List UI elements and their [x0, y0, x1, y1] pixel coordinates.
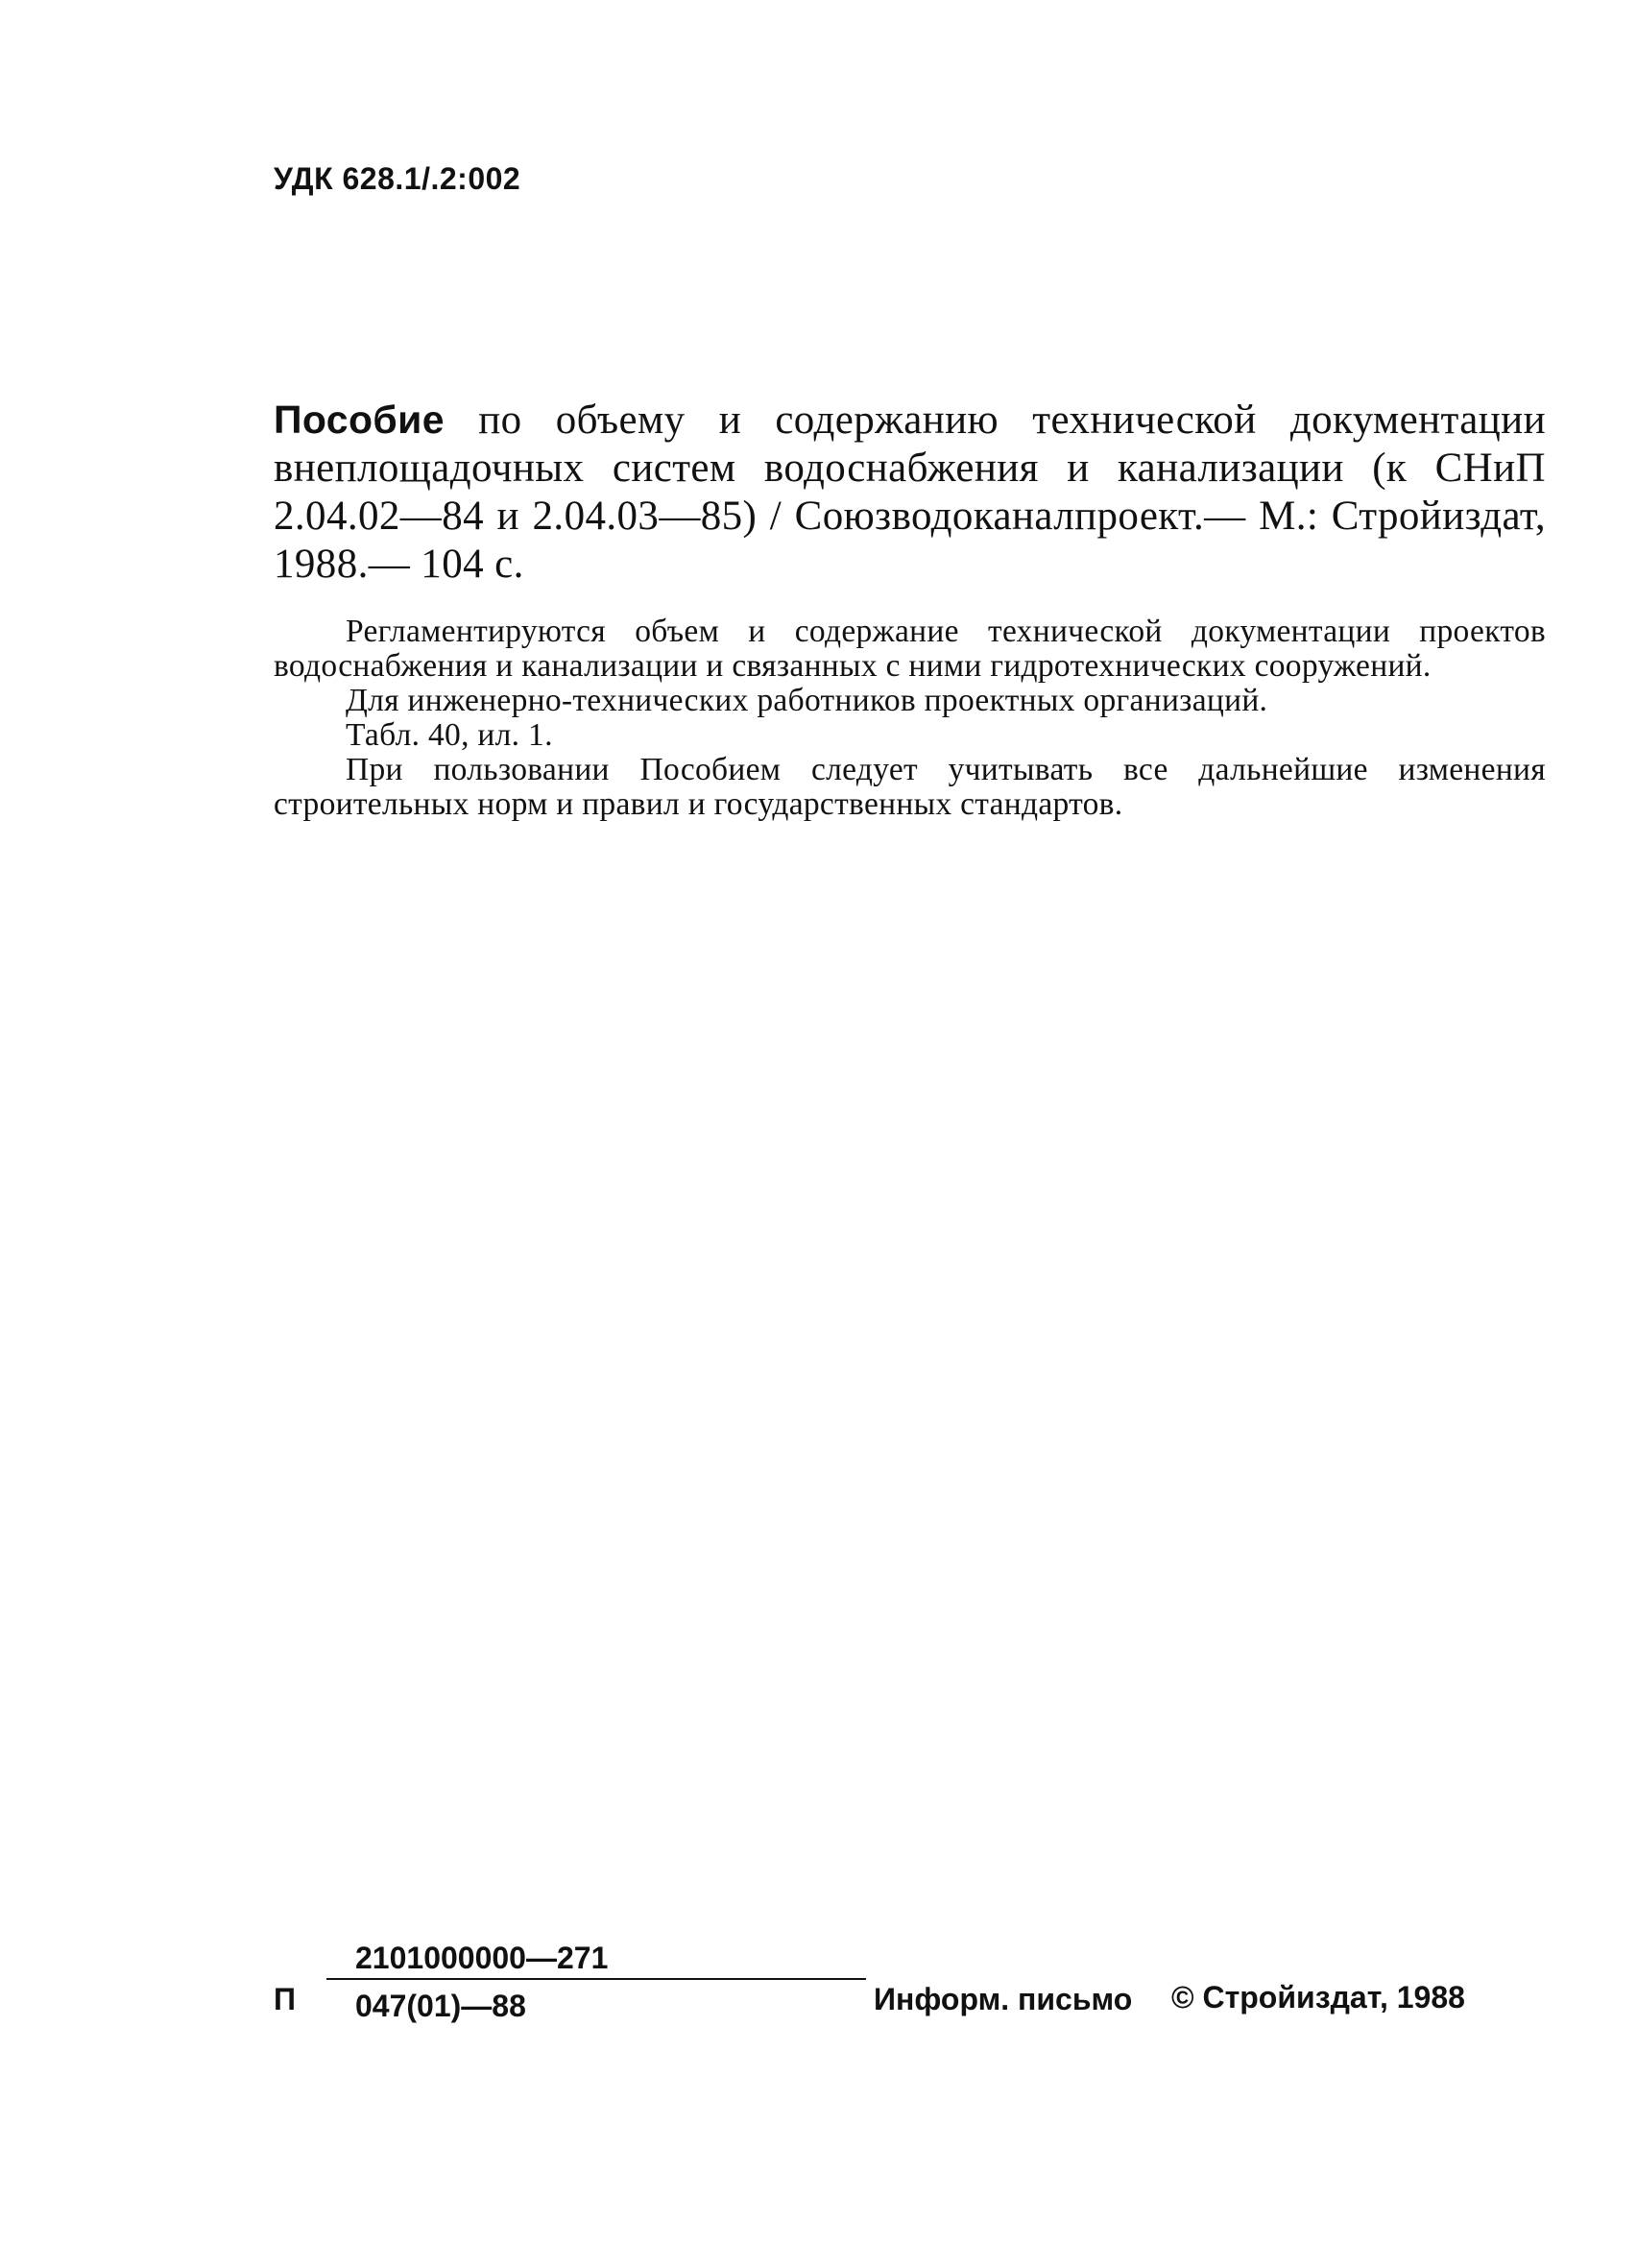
imprint-block	[274, 1938, 1465, 2053]
annotation-paragraph: Регламентируются объем и содержание технической документации проектов водоснабжения и канализации и связанных с ними гидротехнических сооружений.	[274, 614, 1546, 684]
copyright-notice: © Стройиздат, 1988	[1171, 1980, 1465, 2015]
bibliographic-text: по объему и содержанию технической документации внеплощадочных систем водоснабжения и канализации (к СНиП 2.04.02—84 и 2.04.03—85) / Союзводоканалпроект.— М.: Стройиздат, 1988.— 104 с.	[274, 398, 1546, 587]
imprint-kind: Информ. письмо	[874, 1982, 1133, 2016]
bibliographic-lead-word: Пособие	[274, 398, 445, 442]
udc-code: УДК 628.1/.2:002	[274, 161, 521, 196]
bibliographic-description	[274, 396, 1546, 589]
imprint-code-numerator: 2101000000—271	[326, 1938, 866, 1980]
annotation	[274, 615, 1546, 822]
annotation-paragraph: Для инженерно-технических работников проектных организаций.	[346, 683, 1268, 718]
annotation-paragraph: Табл. 40, ил. 1.	[346, 717, 553, 753]
imprint-code-fraction	[326, 1938, 866, 2022]
imprint-code-denominator: 047(01)—88	[355, 1989, 526, 2023]
annotation-paragraph: При пользовании Пособием следует учитывать все дальнейшие изменения строительных норм и правил и государственных стандартов.	[274, 752, 1546, 822]
imprint-letter: П	[274, 1982, 296, 2016]
